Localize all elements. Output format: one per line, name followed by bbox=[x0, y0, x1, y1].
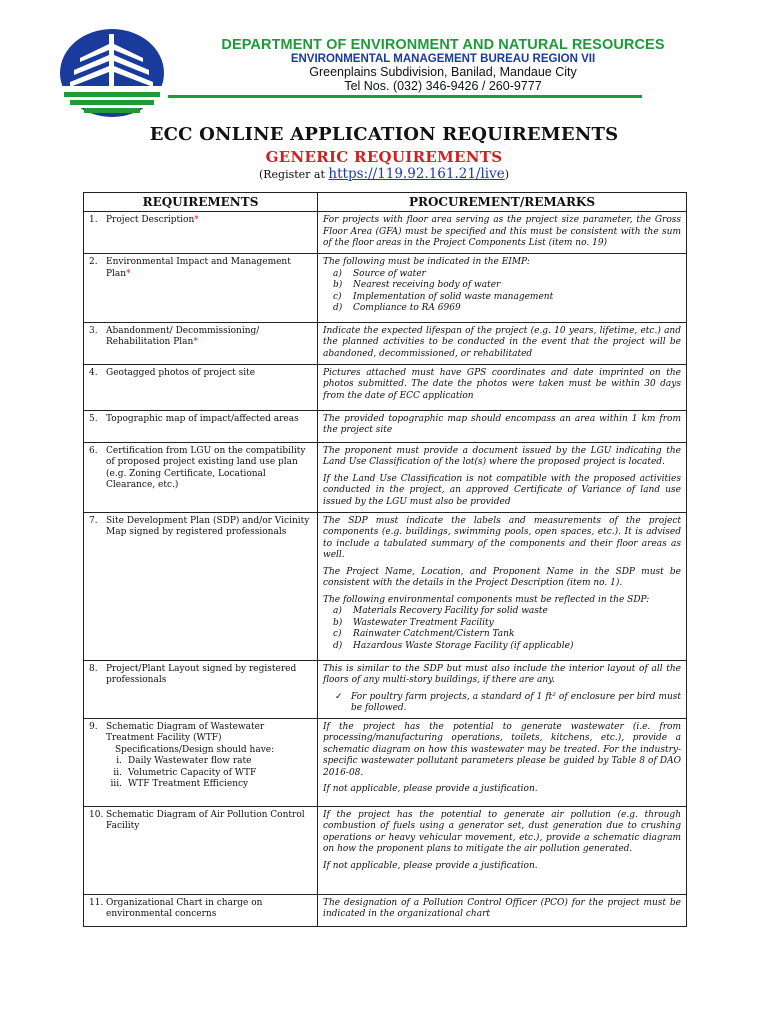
requirement-text: Project Description bbox=[106, 215, 195, 225]
remark-text: If not applicable, please provide a justification. bbox=[323, 784, 538, 794]
remark-text: This is similar to the SDP but must also include the interior layout of all the floors of any multi-story buildings, if there are any. bbox=[323, 663, 681, 685]
remark-list bbox=[323, 606, 681, 652]
remarks-cell bbox=[318, 254, 687, 323]
list-item: i. Daily Wastewater flow rate bbox=[116, 756, 252, 766]
table-row bbox=[84, 894, 687, 926]
requirement-cell bbox=[84, 660, 318, 718]
remark-text: If the project has the potential to generate wastewater (i.e. from processing/manufacturing operations, toilets, kitchens, etc.), provide a schematic diagram on how this wastewater may be treated. For the industry-specific wastewater pollutant parameters please be guided by Table 8 of DAO 2016-08. bbox=[323, 721, 681, 778]
list-item: b) Wastewater Treatment Facility bbox=[333, 617, 494, 628]
row-number: 3. bbox=[89, 325, 98, 336]
register-prefix: (Register at bbox=[258, 168, 329, 181]
sub-heading: Specifications/Design should have: bbox=[115, 744, 275, 755]
checkmark-icon: ✓ bbox=[335, 691, 343, 702]
table-row bbox=[84, 718, 687, 806]
spec-list bbox=[89, 756, 312, 791]
row-number: 7. bbox=[89, 515, 98, 526]
column-header-remarks: PROCUREMENT/REMARKS bbox=[318, 193, 687, 212]
telephone: Tel Nos. (032) 346-9426 / 260-9777 bbox=[344, 79, 542, 93]
header-rule bbox=[168, 95, 642, 98]
remarks-cell bbox=[318, 660, 687, 718]
list-item: c) Rainwater Catchment/Cistern Tank bbox=[333, 629, 515, 639]
document-title: ECC ONLINE APPLICATION REQUIREMENTS bbox=[149, 124, 619, 145]
list-item: c) Implementation of solid waste management bbox=[333, 291, 554, 302]
remark-text: The provided topographic map should encompass an area within 1 km from the project site bbox=[323, 413, 681, 435]
required-star: * bbox=[126, 268, 131, 279]
requirement-text: Schematic Diagram of Wastewater Treatment Facility (WTF) bbox=[106, 721, 265, 743]
row-number: 4. bbox=[89, 367, 98, 378]
requirement-text: Geotagged photos of project site bbox=[106, 367, 256, 378]
requirement-cell bbox=[84, 254, 318, 323]
list-item: b) Nearest receiving body of water bbox=[333, 280, 501, 290]
list-item: d) Compliance to RA 6969 bbox=[333, 303, 461, 313]
table-row bbox=[84, 322, 687, 364]
remarks-cell bbox=[318, 410, 687, 442]
requirements-table bbox=[83, 192, 687, 927]
row-number: 9. bbox=[89, 721, 98, 732]
row-number: 11. bbox=[89, 897, 104, 908]
row-number: 2. bbox=[89, 257, 98, 267]
remark-text: The following must be indicated in the EIMP: bbox=[323, 257, 530, 267]
remark-text: For projects with floor area serving as the project size parameter, the Gross Floor Area (GFA) must be specified and this must be consistent with the sum of the floor areas in the Project Components List (item no. 19) bbox=[323, 215, 681, 248]
row-number: 10. bbox=[89, 809, 104, 820]
table-row bbox=[84, 442, 687, 512]
requirement-text: Certification from LGU on the compatibility of proposed project existing land use plan (e.g. Zoning Certificate, Locational Clearance, etc.) bbox=[106, 445, 306, 490]
remark-text: The following environmental components must be reflected in the SDP: bbox=[323, 594, 650, 605]
row-number: 6. bbox=[89, 445, 98, 456]
register-line bbox=[0, 166, 768, 182]
remark-text: If the Land Use Classification is not compatible with the proposed activities conducted in the project, an approved Certificate of Variance of land use issued by the LGU must also be provided bbox=[323, 473, 681, 507]
document-subtitle: GENERIC REQUIREMENTS bbox=[265, 148, 503, 166]
requirement-cell bbox=[84, 442, 318, 512]
remark-list bbox=[323, 269, 681, 315]
requirement-text: Organizational Chart in charge on environmental concerns bbox=[106, 897, 263, 919]
row-number: 5. bbox=[89, 413, 98, 424]
letterhead bbox=[0, 0, 768, 118]
table-row bbox=[84, 512, 687, 660]
remarks-cell bbox=[318, 894, 687, 926]
list-item: a) Source of water bbox=[333, 268, 426, 279]
bureau-name: ENVIRONMENTAL MANAGEMENT BUREAU REGION VII bbox=[290, 53, 596, 65]
requirement-text: Site Development Plan (SDP) and/or Vicinity Map signed by registered professionals bbox=[106, 515, 310, 537]
requirement-cell bbox=[84, 894, 318, 926]
requirement-text: Topographic map of impact/affected areas bbox=[106, 413, 299, 424]
row-number: 8. bbox=[89, 663, 98, 674]
table-row bbox=[84, 212, 687, 254]
table-row bbox=[84, 254, 687, 323]
requirement-cell bbox=[84, 322, 318, 364]
list-item: d) Hazardous Waste Storage Facility (if applicable) bbox=[333, 640, 574, 651]
remarks-cell bbox=[318, 806, 687, 894]
address: Greenplains Subdivision, Banilad, Mandaue City bbox=[309, 65, 577, 79]
requirement-cell bbox=[84, 718, 318, 806]
table-header-row bbox=[84, 193, 687, 212]
list-item: iii. WTF Treatment Efficiency bbox=[110, 779, 249, 789]
table-row bbox=[84, 806, 687, 894]
remark-text: Indicate the expected lifespan of the project (e.g. 10 years, lifetime, etc.) and the planned activities to be conducted in the event that the project will be abandoned, decommissioned, or rehabilitated bbox=[323, 325, 681, 359]
remark-text: The SDP must indicate the labels and measurements of the project components (e.g. buildings, swimming pools, open spaces, etc.). It is advised to include a tabulated summary of the components and their floor areas as well. bbox=[323, 515, 681, 560]
remark-text: Pictures attached must have GPS coordinates and date imprinted on the photos submitted. The date the photos were taken must be within 30 days from the date of ECC application bbox=[323, 367, 681, 401]
requirement-text: Project/Plant Layout signed by registered professionals bbox=[106, 663, 297, 685]
requirement-cell bbox=[84, 410, 318, 442]
required-star: * bbox=[194, 215, 199, 225]
remarks-cell bbox=[318, 442, 687, 512]
remark-text: If not applicable, please provide a justification. bbox=[323, 860, 538, 871]
list-item: a) Materials Recovery Facility for solid waste bbox=[333, 606, 548, 616]
row-number: 1. bbox=[89, 215, 98, 225]
column-header-requirements: REQUIREMENTS bbox=[84, 193, 318, 212]
register-suffix: ) bbox=[504, 168, 510, 181]
remark-text: The designation of a Pollution Control Officer (PCO) for the project must be indicated in the organizational chart bbox=[323, 897, 681, 919]
list-item: ii. Volumetric Capacity of WTF bbox=[113, 767, 257, 778]
org-name: DEPARTMENT OF ENVIRONMENT AND NATURAL RESOURCES bbox=[221, 37, 665, 53]
remark-text: The proponent must provide a document issued by the LGU indicating the Land Use Classification of the lot(s) where the proposed project is located. bbox=[323, 445, 681, 467]
remarks-cell bbox=[318, 322, 687, 364]
requirement-cell bbox=[84, 806, 318, 894]
requirement-cell bbox=[84, 512, 318, 660]
requirement-cell bbox=[84, 364, 318, 410]
register-link[interactable]: https://119.92.161.21/live bbox=[328, 166, 505, 182]
checklist-item: ✓ For poultry farm projects, a standard of 1 ft² of enclosure per bird must be followed. bbox=[335, 691, 681, 713]
table-row bbox=[84, 410, 687, 442]
remark-text: The Project Name, Location, and Proponent Name in the SDP must be consistent with the details in the Project Description (item no. 1). bbox=[323, 566, 681, 588]
requirement-text: Environmental Impact and Management Plan bbox=[106, 257, 291, 279]
remarks-cell bbox=[318, 512, 687, 660]
requirement-text: Abandonment/ Decommissioning/ Rehabilitation Plan bbox=[106, 325, 260, 347]
remarks-cell bbox=[318, 718, 687, 806]
requirement-text: Schematic Diagram of Air Pollution Control Facility bbox=[106, 809, 305, 831]
requirement-cell bbox=[84, 212, 318, 254]
remarks-cell bbox=[318, 212, 687, 254]
table-row bbox=[84, 660, 687, 718]
remarks-cell bbox=[318, 364, 687, 410]
required-star: * bbox=[193, 337, 198, 347]
table-row bbox=[84, 364, 687, 410]
remark-text: If the project has the potential to generate air pollution (e.g. through combustion of fuels using a generator set, dust generation due to crushing operations or heavy vehicular movement, etc.), provide a schematic diagram on how the proponent plans to mitigate the air pollution generated. bbox=[323, 809, 681, 854]
